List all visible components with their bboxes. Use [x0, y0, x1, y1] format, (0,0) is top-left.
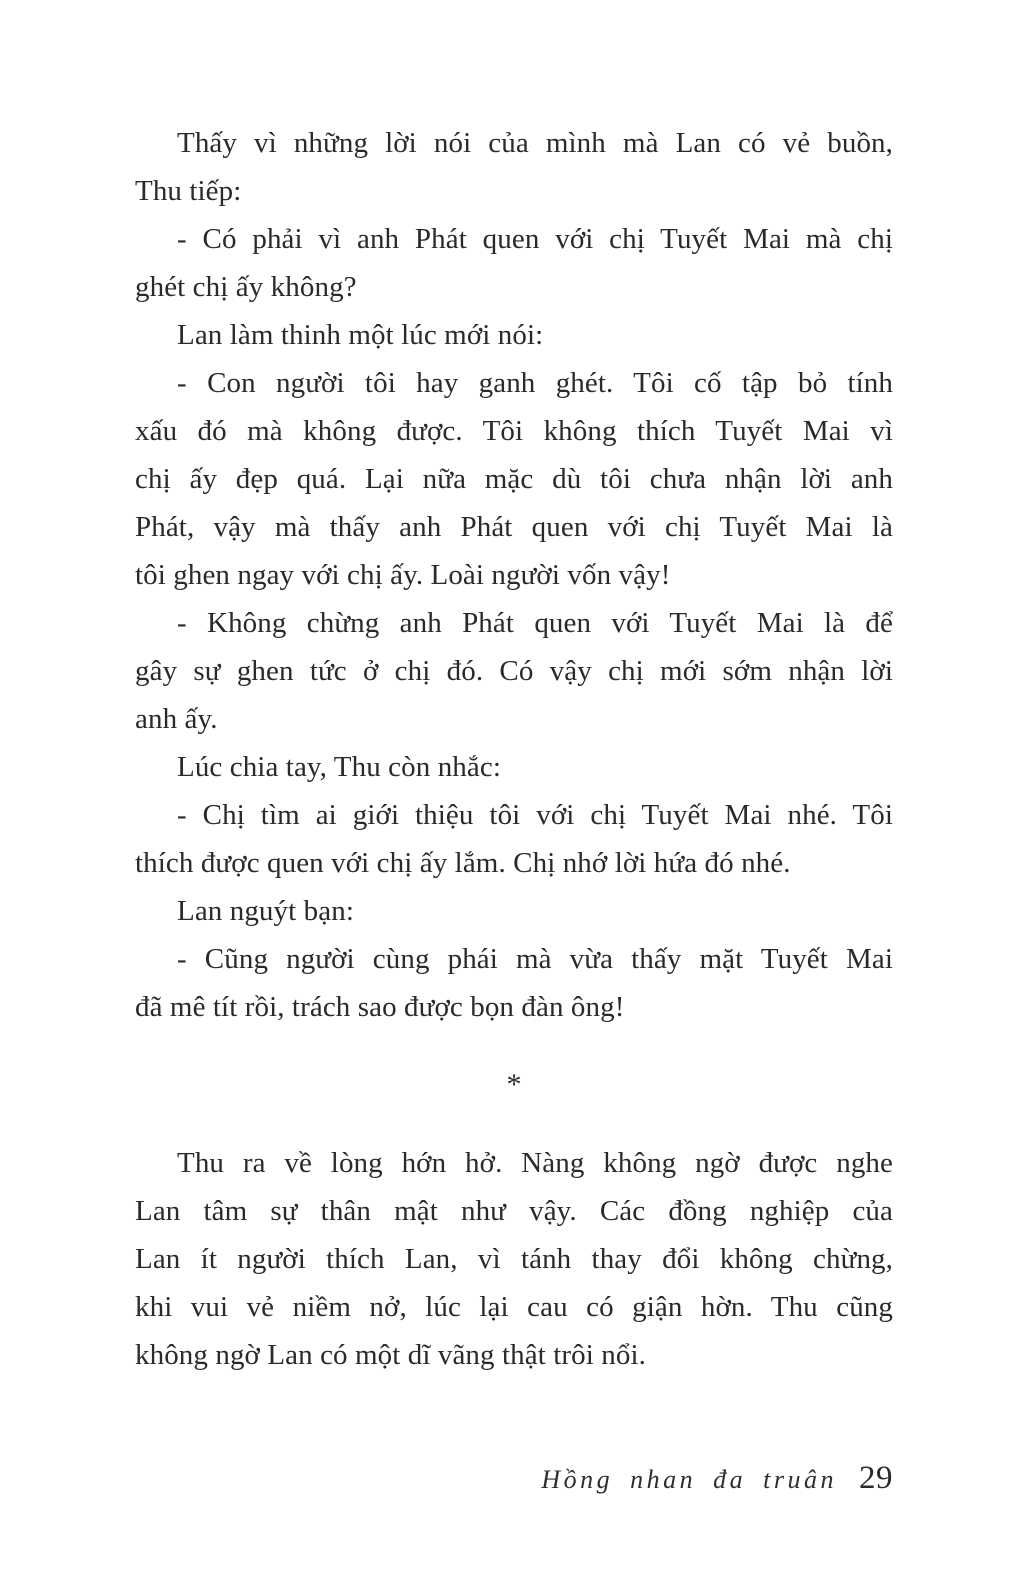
text-line: anh ấy. [135, 703, 218, 735]
text-block [135, 119, 893, 1379]
text-line: không ngờ Lan có một dĩ vãng thật trôi nổi. [135, 1339, 646, 1371]
page-footer [541, 1460, 893, 1497]
text-line: Lan nguýt bạn: [177, 895, 354, 927]
text-line: xấu đó mà không được. Tôi không thích Tuyết Mai vì [135, 415, 893, 447]
paragraph [135, 791, 893, 887]
paragraph [135, 311, 893, 359]
text-line: đã mê tít rồi, trách sao được bọn đàn ông! [135, 991, 625, 1023]
paragraph [135, 359, 893, 599]
text-line: Lan ít người thích Lan, vì tánh thay đổi không chừng, [135, 1243, 893, 1275]
text-line: gây sự ghen tức ở chị đó. Có vậy chị mới sớm nhận lời [135, 655, 893, 687]
paragraph [135, 119, 893, 215]
text-line: Lúc chia tay, Thu còn nhắc: [177, 751, 501, 783]
text-line: - Không chừng anh Phát quen với Tuyết Mai là để [177, 607, 893, 639]
text-line: Thu ra về lòng hớn hở. Nàng không ngờ được nghe [177, 1147, 893, 1179]
text-line: Thấy vì những lời nói của mình mà Lan có vẻ buồn, [177, 127, 893, 159]
text-line: - Có phải vì anh Phát quen với chị Tuyết Mai mà chị [177, 223, 893, 255]
text-line: - Cũng người cùng phái mà vừa thấy mặt Tuyết Mai [177, 943, 893, 975]
text-line: - Con người tôi hay ganh ghét. Tôi cố tập bỏ tính [177, 367, 893, 399]
paragraph [135, 215, 893, 311]
text-line: Thu tiếp: [135, 175, 242, 207]
text-line: thích được quen với chị ấy lắm. Chị nhớ lời hứa đó nhé. [135, 847, 791, 879]
text-line: Phát, vậy mà thấy anh Phát quen với chị Tuyết Mai là [135, 511, 893, 543]
paragraph [135, 743, 893, 791]
text-line: Lan tâm sự thân mật như vậy. Các đồng nghiệp của [135, 1195, 893, 1227]
page-number: 29 [859, 1460, 893, 1496]
section-separator: * [506, 1068, 522, 1101]
text-line: - Chị tìm ai giới thiệu tôi với chị Tuyết Mai nhé. Tôi [177, 799, 893, 831]
running-title: Hồng nhan đa truân [541, 1465, 837, 1494]
text-line: ghét chị ấy không? [135, 271, 357, 303]
text-line: khi vui vẻ niềm nở, lúc lại cau có giận hờn. Thu cũng [135, 1291, 893, 1323]
text-line: tôi ghen ngay với chị ấy. Loài người vốn vậy! [135, 559, 671, 591]
paragraph [135, 599, 893, 743]
text-line: Lan làm thinh một lúc mới nói: [177, 319, 544, 351]
paragraph [135, 935, 893, 1031]
paragraph [135, 887, 893, 935]
paragraph [135, 1139, 893, 1379]
text-line: chị ấy đẹp quá. Lại nữa mặc dù tôi chưa nhận lời anh [135, 463, 893, 495]
